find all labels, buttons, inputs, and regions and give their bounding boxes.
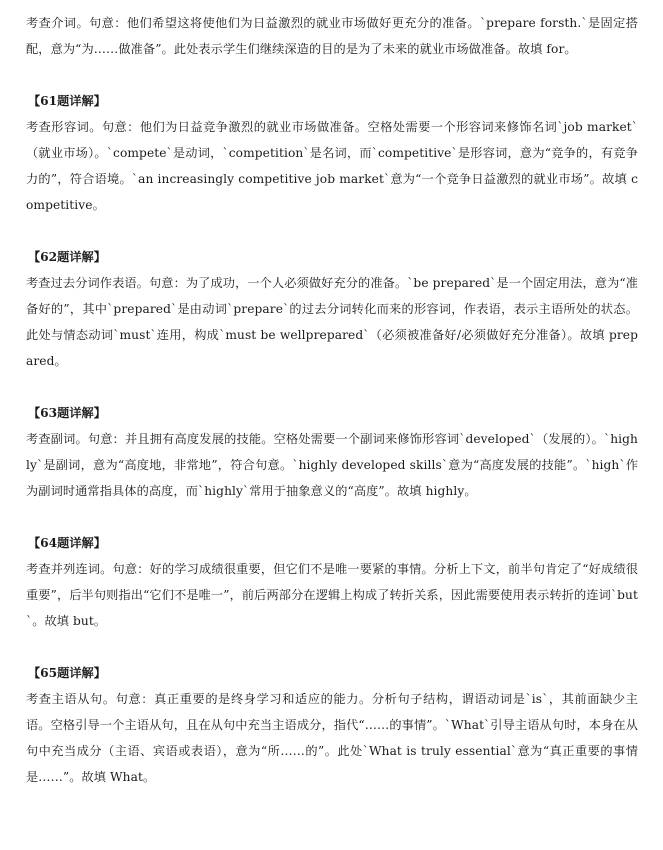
section-heading: 【65题详解】 bbox=[28, 666, 106, 680]
section-heading: 【61题详解】 bbox=[28, 94, 106, 108]
document-page bbox=[26, 10, 638, 790]
spacer bbox=[26, 504, 638, 530]
section-64 bbox=[26, 530, 638, 634]
spacer bbox=[26, 218, 638, 244]
section-heading: 【63题详解】 bbox=[28, 406, 106, 420]
section-paragraph: 考查主语从句。句意：真正重要的是终身学习和适应的能力。分析句子结构，谓语动词是`is`，其前面缺少主语。空格引导一个主语从句，且在从句中充当主语成分，指代“……的事情”。`What`引导主语从句时，本身在从句中充当成分（主语、宾语或表语），意为“所……的”。此处`What is truly essential`意为“真正重要的事情是……”。故填 What。 bbox=[26, 692, 638, 784]
section-paragraph: 考查副词。句意：并且拥有高度发展的技能。空格处需要一个副词来修饰形容词`developed`（发展的）。`highly`是副词，意为“高度地，非常地”，符合句意。`highly developed skills`意为“高度发展的技能”。`high`作为副词时通常指具体的高度，而`highly`常用于抽象意义的“高度”。故填 highly。 bbox=[26, 432, 638, 498]
section-62 bbox=[26, 244, 638, 374]
section-paragraph: 考查并列连词。句意：好的学习成绩很重要，但它们不是唯一要紧的事情。分析上下文，前半句肯定了“好成绩很重要”，后半句则指出“它们不是唯一”，前后两部分在逻辑上构成了转折关系，因此需要使用表示转折的连词`but`。故填 but。 bbox=[26, 562, 638, 628]
section-heading: 【62题详解】 bbox=[28, 250, 106, 264]
section-heading: 【64题详解】 bbox=[28, 536, 106, 550]
section-paragraph: 考查过去分词作表语。句意：为了成功，一个人必须做好充分的准备。`be prepared`是一个固定用法，意为“准备好的”，其中`prepared`是由动词`prepare`的过去分词转化而来的形容词，作表语，表示主语所处的状态。此处与情态动词`must`连用，构成`must be wellprepared`（必须被准备好/必须做好充分准备）。故填 prepared。 bbox=[26, 276, 638, 368]
spacer bbox=[26, 62, 638, 88]
section-65 bbox=[26, 660, 638, 790]
section-63 bbox=[26, 400, 638, 504]
intro-paragraph: 考查介词。句意：他们希望这将使他们为日益激烈的就业市场做好更充分的准备。`prepare forsth.`是固定搭配，意为“为……做准备”。此处表示学生们继续深造的目的是为了未来的就业市场做准备。故填 for。 bbox=[26, 16, 638, 56]
spacer bbox=[26, 374, 638, 400]
spacer bbox=[26, 634, 638, 660]
section-61 bbox=[26, 88, 638, 218]
section-paragraph: 考查形容词。句意：他们为日益竞争激烈的就业市场做准备。空格处需要一个形容词来修饰名词`job market`（就业市场）。`compete`是动词，`competition`是名词，而`competitive`是形容词，意为“竞争的，有竞争力的”，符合语境。`an increasingly competitive job market`意为“一个竞争日益激烈的就业市场”。故填 competitive。 bbox=[26, 120, 638, 212]
